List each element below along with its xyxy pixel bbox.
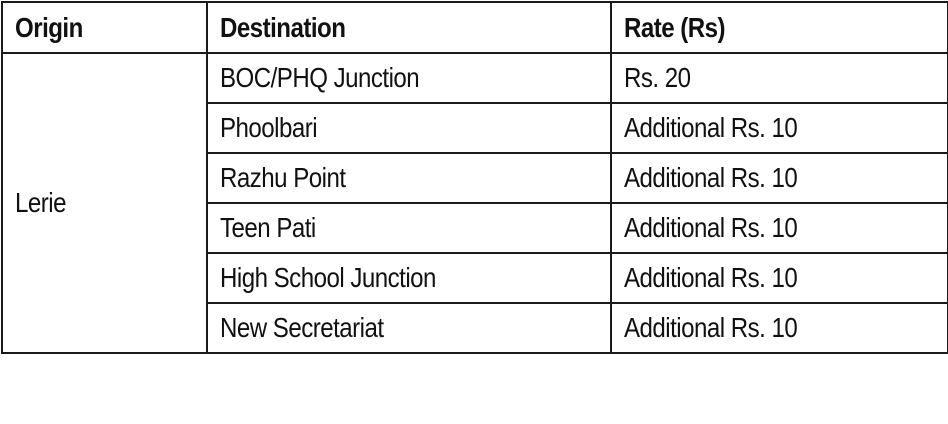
rate-cell (611, 103, 948, 153)
rate-cell (611, 203, 948, 253)
destination-cell (207, 203, 611, 253)
table-row (2, 53, 948, 103)
destination-label: High School Junction (220, 262, 436, 293)
rate-label: Additional Rs. 10 (624, 312, 798, 343)
header-destination-label: Destination (220, 11, 346, 43)
destination-label: Phoolbari (220, 112, 318, 143)
rate-cell (611, 253, 948, 303)
fare-table (1, 1, 948, 354)
destination-cell (207, 103, 611, 153)
header-rate-label: Rate (Rs) (624, 11, 726, 43)
destination-cell (207, 153, 611, 203)
rate-label: Additional Rs. 10 (624, 262, 798, 293)
rate-label: Additional Rs. 10 (624, 162, 798, 193)
rate-label: Rs. 20 (624, 62, 691, 93)
rate-cell (611, 53, 948, 103)
header-origin-label: Origin (15, 11, 83, 43)
destination-cell (207, 53, 611, 103)
rate-cell (611, 153, 948, 203)
rate-label: Additional Rs. 10 (624, 112, 798, 143)
destination-label: Razhu Point (220, 162, 346, 193)
rate-cell (611, 303, 948, 353)
rate-label: Additional Rs. 10 (624, 212, 798, 243)
destination-label: New Secretariat (220, 312, 384, 343)
destination-label: Teen Pati (220, 212, 316, 243)
header-row (2, 2, 948, 53)
header-rate (611, 2, 948, 53)
origin-cell (2, 53, 207, 353)
header-destination (207, 2, 611, 53)
destination-cell (207, 253, 611, 303)
destination-label: BOC/PHQ Junction (220, 62, 420, 93)
origin-label: Lerie (15, 187, 66, 218)
destination-cell (207, 303, 611, 353)
header-origin (2, 2, 207, 53)
